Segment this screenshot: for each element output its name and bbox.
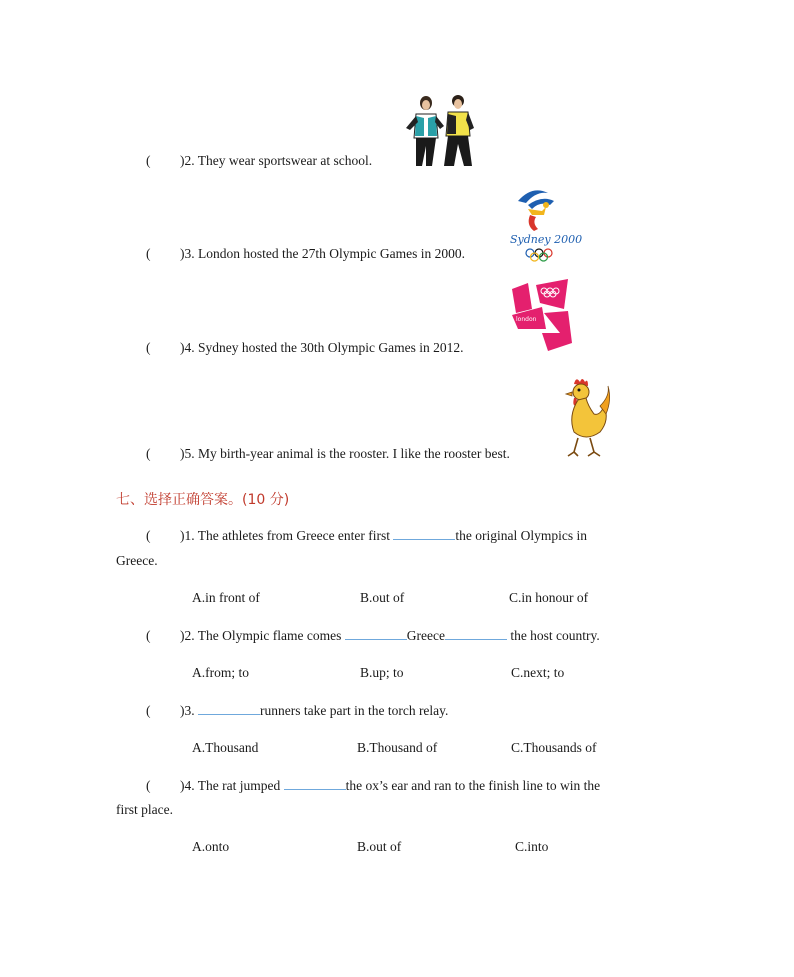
question-text: 4. The rat jumped bbox=[184, 778, 281, 793]
close-paren: ) bbox=[180, 153, 185, 168]
option-a[interactable]: A.from; to bbox=[192, 665, 249, 680]
open-paren: ( bbox=[146, 153, 151, 168]
mc-question-1 bbox=[146, 528, 587, 544]
answer-blank[interactable] bbox=[284, 778, 346, 790]
question-text: 2. They wear sportswear at school. bbox=[184, 153, 373, 168]
question-text: 2. The Olympic flame comes bbox=[184, 628, 342, 643]
question-text: the host country. bbox=[510, 628, 600, 643]
option-c[interactable]: C.in honour of bbox=[509, 590, 589, 605]
question-text: 4. Sydney hosted the 30th Olympic Games in 2012. bbox=[184, 340, 464, 355]
open-paren: ( bbox=[146, 340, 151, 355]
judge-item-5 bbox=[146, 446, 510, 462]
mc-question-4-continued: first place. bbox=[116, 802, 173, 817]
london-logo-text: london bbox=[516, 316, 537, 323]
question-text: Greece bbox=[406, 628, 445, 643]
mc-question-1-continued: Greece. bbox=[116, 553, 158, 568]
question-text: 3. London hosted the 27th Olympic Games in 2000. bbox=[184, 246, 465, 261]
question-text: runners take part in the torch relay. bbox=[260, 703, 449, 718]
sydney-2000-logo bbox=[508, 185, 583, 263]
open-paren: ( bbox=[146, 628, 151, 643]
london-2012-logo bbox=[508, 279, 574, 353]
mc-question-3 bbox=[146, 703, 448, 719]
close-paren: ) bbox=[180, 628, 185, 643]
question-text: 3. bbox=[184, 703, 195, 718]
option-c[interactable]: C.into bbox=[515, 839, 549, 854]
mc-question-4 bbox=[146, 778, 600, 794]
judge-item-3 bbox=[146, 246, 465, 262]
option-a[interactable]: A.in front of bbox=[192, 590, 260, 605]
option-b[interactable]: B.Thousand of bbox=[357, 740, 438, 755]
close-paren: ) bbox=[180, 528, 185, 543]
option-c[interactable]: C.Thousands of bbox=[511, 740, 597, 755]
mc-question-2 bbox=[146, 628, 600, 644]
answer-blank[interactable] bbox=[345, 628, 407, 640]
question-text: 5. My birth-year animal is the rooster. I like the rooster best. bbox=[184, 446, 510, 461]
close-paren: ) bbox=[180, 340, 185, 355]
option-a[interactable]: A.onto bbox=[192, 839, 230, 854]
open-paren: ( bbox=[146, 528, 151, 543]
open-paren: ( bbox=[146, 778, 151, 793]
close-paren: ) bbox=[180, 703, 185, 718]
sydney-logo-text: Sydney 2000 bbox=[510, 233, 583, 246]
judge-item-4 bbox=[146, 340, 463, 356]
close-paren: ) bbox=[180, 246, 185, 261]
answer-blank[interactable] bbox=[198, 703, 260, 715]
close-paren: ) bbox=[180, 778, 185, 793]
answer-blank[interactable] bbox=[445, 628, 507, 640]
option-a[interactable]: A.Thousand bbox=[192, 740, 259, 755]
section-7-title: 七、选择正确答案。(10 分) bbox=[116, 492, 290, 508]
option-b[interactable]: B.out of bbox=[357, 839, 402, 854]
students-sportswear-image bbox=[402, 94, 476, 168]
option-b[interactable]: B.out of bbox=[360, 590, 405, 605]
question-text: 1. The athletes from Greece enter first bbox=[184, 528, 391, 543]
rooster-image bbox=[560, 376, 612, 460]
open-paren: ( bbox=[146, 246, 151, 261]
close-paren: ) bbox=[180, 446, 185, 461]
question-text: the original Olympics in bbox=[455, 528, 588, 543]
option-b[interactable]: B.up; to bbox=[360, 665, 404, 680]
open-paren: ( bbox=[146, 446, 151, 461]
judge-item-2 bbox=[146, 153, 372, 169]
answer-blank[interactable] bbox=[393, 528, 455, 540]
open-paren: ( bbox=[146, 703, 151, 718]
question-text: the ox’s ear and ran to the finish line to win the bbox=[345, 778, 601, 793]
option-c[interactable]: C.next; to bbox=[511, 665, 565, 680]
